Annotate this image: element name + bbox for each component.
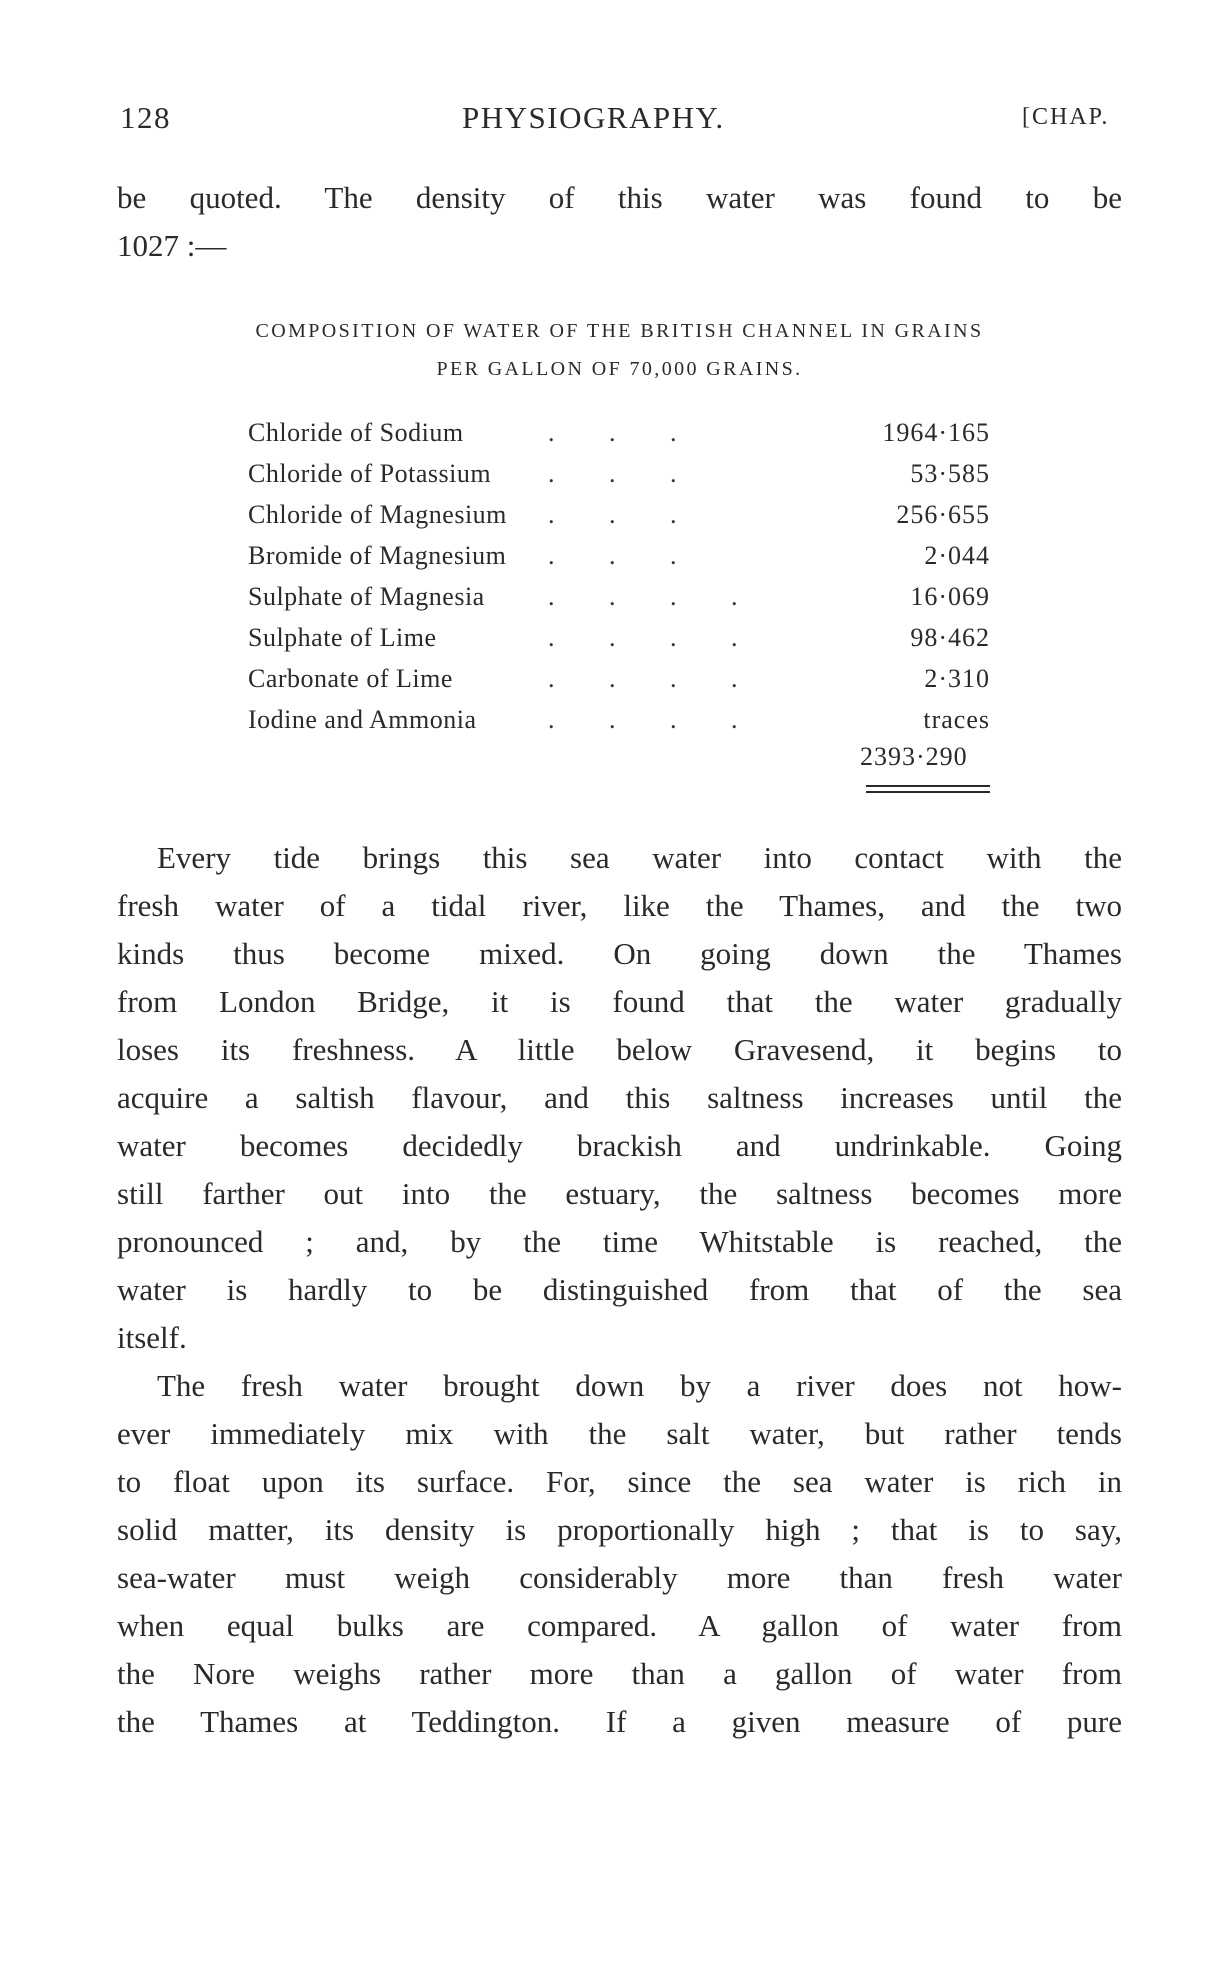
substance-name: Chloride of Magnesium [248, 500, 507, 529]
text-line: The fresh water brought down by a river does not how- [157, 1368, 1122, 1403]
grain-amount: 2·044 [924, 541, 990, 570]
table-row [248, 412, 1008, 453]
total-double-rule [866, 791, 990, 793]
grain-amount: 1964·165 [882, 418, 990, 447]
grain-amount: traces [923, 705, 990, 734]
text-line: when equal bulks are compared. A gallon of water from [117, 1608, 1122, 1643]
substance-name: Chloride of Sodium [248, 418, 464, 447]
substance-name: Carbonate of Lime [248, 664, 453, 693]
grain-amount: 53·585 [910, 459, 990, 488]
text-line: the Thames at Teddington. If a given measure of pure [117, 1704, 1122, 1739]
leader-dots: . . . [548, 541, 701, 570]
text-line: Every tide brings this sea water into contact with the [157, 840, 1122, 875]
grain-amount: 2·310 [924, 664, 990, 693]
table-total: 2393·290 [860, 742, 968, 771]
leader-dots: . . . [548, 500, 701, 529]
chapter-label: [CHAP. [1022, 104, 1110, 130]
text-line: water becomes decidedly brackish and undrinkable. Going [117, 1128, 1122, 1163]
text-line: fresh water of a tidal river, like the Thames, and the two [117, 888, 1122, 923]
leader-dots: . . . . [548, 623, 762, 652]
grain-amount: 98·462 [910, 623, 990, 652]
text-line: sea-water must weigh considerably more than fresh water [117, 1560, 1122, 1595]
table-row [248, 658, 1008, 699]
caption-line: PER GALLON OF 70,000 GRAINS. [436, 358, 803, 380]
intro-paragraph [117, 174, 1122, 270]
text-line: from London Bridge, it is found that the water gradually [117, 984, 1122, 1019]
text-line: loses its freshness. A little below Gravesend, it begins to [117, 1032, 1122, 1067]
paragraph-tide [117, 834, 1122, 1362]
substance-name: Chloride of Potassium [248, 459, 492, 488]
grain-amount: 256·655 [896, 500, 990, 529]
paragraph-fresh-water [117, 1362, 1122, 1746]
total-double-rule [866, 785, 990, 787]
text-line: be quoted. The density of this water was found to be [117, 180, 1122, 215]
running-title: PHYSIOGRAPHY. [462, 100, 725, 135]
substance-name: Sulphate of Magnesia [248, 582, 485, 611]
text-line: solid matter, its density is proportionally high ; that is to say, [117, 1512, 1122, 1547]
composition-table [248, 412, 1008, 740]
table-row [248, 494, 1008, 535]
leader-dots: . . . [548, 418, 701, 447]
table-caption [117, 312, 1122, 388]
text-line: the Nore weighs rather more than a gallon of water from [117, 1656, 1122, 1691]
text-line: kinds thus become mixed. On going down the Thames [117, 936, 1122, 971]
substance-name: Iodine and Ammonia [248, 705, 477, 734]
text-line: 1027 :— [117, 228, 227, 263]
table-row [248, 699, 1008, 740]
text-line: still farther out into the estuary, the saltness becomes more [117, 1176, 1122, 1211]
text-line: to float upon its surface. For, since the sea water is rich in [117, 1464, 1122, 1499]
running-header [120, 100, 1120, 140]
leader-dots: . . . . [548, 582, 762, 611]
substance-name: Bromide of Magnesium [248, 541, 507, 570]
caption-line: COMPOSITION OF WATER OF THE BRITISH CHANNEL IN GRAINS [255, 320, 984, 342]
leader-dots: . . . . [548, 664, 762, 693]
table-row [248, 576, 1008, 617]
table-row [248, 617, 1008, 658]
table-row [248, 453, 1008, 494]
text-line: pronounced ; and, by the time Whitstable is reached, the [117, 1224, 1122, 1259]
leader-dots: . . . . [548, 705, 762, 734]
grain-amount: 16·069 [910, 582, 990, 611]
leader-dots: . . . [548, 459, 701, 488]
text-line: water is hardly to be distinguished from that of the sea [117, 1272, 1122, 1307]
page-number: 128 [120, 100, 171, 135]
text-line: itself. [117, 1320, 187, 1355]
text-line: ever immediately mix with the salt water, but rather tends [117, 1416, 1122, 1451]
table-row [248, 535, 1008, 576]
substance-name: Sulphate of Lime [248, 623, 437, 652]
text-line: acquire a saltish flavour, and this saltness increases until the [117, 1080, 1122, 1115]
